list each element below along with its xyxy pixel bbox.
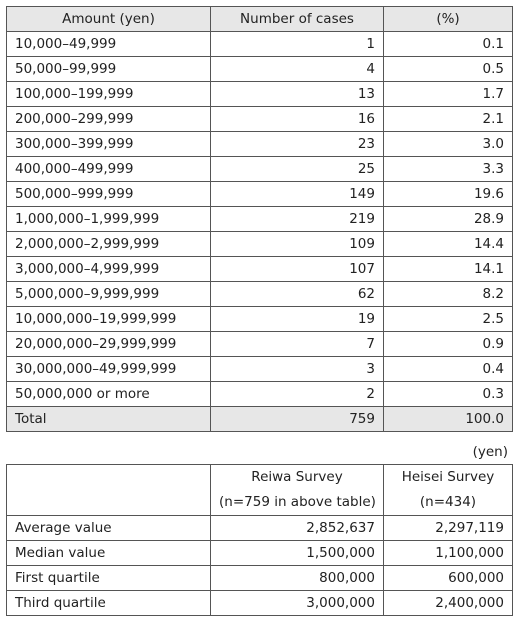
cases-cell: 13 bbox=[211, 82, 384, 107]
percent-cell: 0.3 bbox=[384, 382, 513, 407]
amount-cell: 400,000–499,999 bbox=[7, 157, 211, 182]
header-heisei-survey bbox=[384, 465, 513, 516]
percent-cell: 14.4 bbox=[384, 232, 513, 257]
statistic-label: First quartile bbox=[7, 566, 211, 591]
cases-cell: 2 bbox=[211, 382, 384, 407]
summary-statistics-table bbox=[6, 464, 513, 616]
table-row bbox=[7, 382, 513, 407]
percent-cell: 0.4 bbox=[384, 357, 513, 382]
header-percent: (%) bbox=[384, 7, 513, 32]
amount-cell: 1,000,000–1,999,999 bbox=[7, 207, 211, 232]
percent-cell: 14.1 bbox=[384, 257, 513, 282]
header-reiwa-survey bbox=[211, 465, 384, 516]
table-row bbox=[7, 516, 513, 541]
amount-cell: 20,000,000–29,999,999 bbox=[7, 332, 211, 357]
cases-cell: 16 bbox=[211, 107, 384, 132]
amount-cell: 500,000–999,999 bbox=[7, 182, 211, 207]
reiwa-value: 2,852,637 bbox=[211, 516, 384, 541]
heisei-value: 1,100,000 bbox=[384, 541, 513, 566]
cases-cell: 4 bbox=[211, 57, 384, 82]
percent-cell: 8.2 bbox=[384, 282, 513, 307]
percent-cell: 2.1 bbox=[384, 107, 513, 132]
reiwa-sample-size: (n=759 in above table) bbox=[219, 494, 376, 510]
table-row bbox=[7, 232, 513, 257]
amount-cell: 10,000,000–19,999,999 bbox=[7, 307, 211, 332]
amount-cell: 50,000–99,999 bbox=[7, 57, 211, 82]
amount-cell: 200,000–299,999 bbox=[7, 107, 211, 132]
amount-cell: 5,000,000–9,999,999 bbox=[7, 282, 211, 307]
reiwa-title: Reiwa Survey bbox=[251, 469, 343, 485]
percent-cell: 1.7 bbox=[384, 82, 513, 107]
table-row bbox=[7, 307, 513, 332]
table-row bbox=[7, 332, 513, 357]
cases-cell: 1 bbox=[211, 32, 384, 57]
table-row bbox=[7, 182, 513, 207]
cases-cell: 107 bbox=[211, 257, 384, 282]
amount-cell: 2,000,000–2,999,999 bbox=[7, 232, 211, 257]
cases-cell: 62 bbox=[211, 282, 384, 307]
cases-cell: 19 bbox=[211, 307, 384, 332]
total-row bbox=[7, 407, 513, 432]
cases-cell: 3 bbox=[211, 357, 384, 382]
table-row bbox=[7, 207, 513, 232]
percent-cell: 19.6 bbox=[384, 182, 513, 207]
amount-cell: 100,000–199,999 bbox=[7, 82, 211, 107]
amount-cell: 10,000–49,999 bbox=[7, 32, 211, 57]
unit-label: (yen) bbox=[472, 444, 508, 460]
heisei-sample-size: (n=434) bbox=[419, 494, 477, 510]
amount-cell: 30,000,000–49,999,999 bbox=[7, 357, 211, 382]
percent-cell: 3.0 bbox=[384, 132, 513, 157]
cases-cell: 23 bbox=[211, 132, 384, 157]
reiwa-value: 3,000,000 bbox=[211, 591, 384, 616]
percent-cell: 0.1 bbox=[384, 32, 513, 57]
percent-cell: 28.9 bbox=[384, 207, 513, 232]
cases-cell: 109 bbox=[211, 232, 384, 257]
header-number-of-cases: Number of cases bbox=[211, 7, 384, 32]
table-row bbox=[7, 257, 513, 282]
statistic-label: Median value bbox=[7, 541, 211, 566]
heisei-value: 2,297,119 bbox=[384, 516, 513, 541]
total-cases: 759 bbox=[211, 407, 384, 432]
table-row bbox=[7, 591, 513, 616]
table-row bbox=[7, 132, 513, 157]
percent-cell: 0.5 bbox=[384, 57, 513, 82]
reiwa-value: 1,500,000 bbox=[211, 541, 384, 566]
percent-cell: 3.3 bbox=[384, 157, 513, 182]
header-blank bbox=[7, 465, 211, 516]
total-label: Total bbox=[7, 407, 211, 432]
table-row bbox=[7, 566, 513, 591]
cases-cell: 219 bbox=[211, 207, 384, 232]
heisei-value: 2,400,000 bbox=[384, 591, 513, 616]
heisei-value: 600,000 bbox=[384, 566, 513, 591]
cases-cell: 149 bbox=[211, 182, 384, 207]
table-row bbox=[7, 357, 513, 382]
percent-cell: 2.5 bbox=[384, 307, 513, 332]
amount-cell: 50,000,000 or more bbox=[7, 382, 211, 407]
table-row bbox=[7, 282, 513, 307]
table-row bbox=[7, 107, 513, 132]
cases-cell: 25 bbox=[211, 157, 384, 182]
cases-cell: 7 bbox=[211, 332, 384, 357]
statistic-label: Average value bbox=[7, 516, 211, 541]
table-row bbox=[7, 82, 513, 107]
header-amount: Amount (yen) bbox=[7, 7, 211, 32]
table-row bbox=[7, 57, 513, 82]
amount-cell: 300,000–399,999 bbox=[7, 132, 211, 157]
table-row bbox=[7, 32, 513, 57]
total-percent: 100.0 bbox=[384, 407, 513, 432]
table-row bbox=[7, 157, 513, 182]
table-row bbox=[7, 541, 513, 566]
reiwa-value: 800,000 bbox=[211, 566, 384, 591]
amount-distribution-table bbox=[6, 6, 513, 432]
statistic-label: Third quartile bbox=[7, 591, 211, 616]
table-header-row bbox=[7, 465, 513, 516]
percent-cell: 0.9 bbox=[384, 332, 513, 357]
amount-cell: 3,000,000–4,999,999 bbox=[7, 257, 211, 282]
table-header-row bbox=[7, 7, 513, 32]
heisei-title: Heisei Survey bbox=[401, 469, 495, 485]
